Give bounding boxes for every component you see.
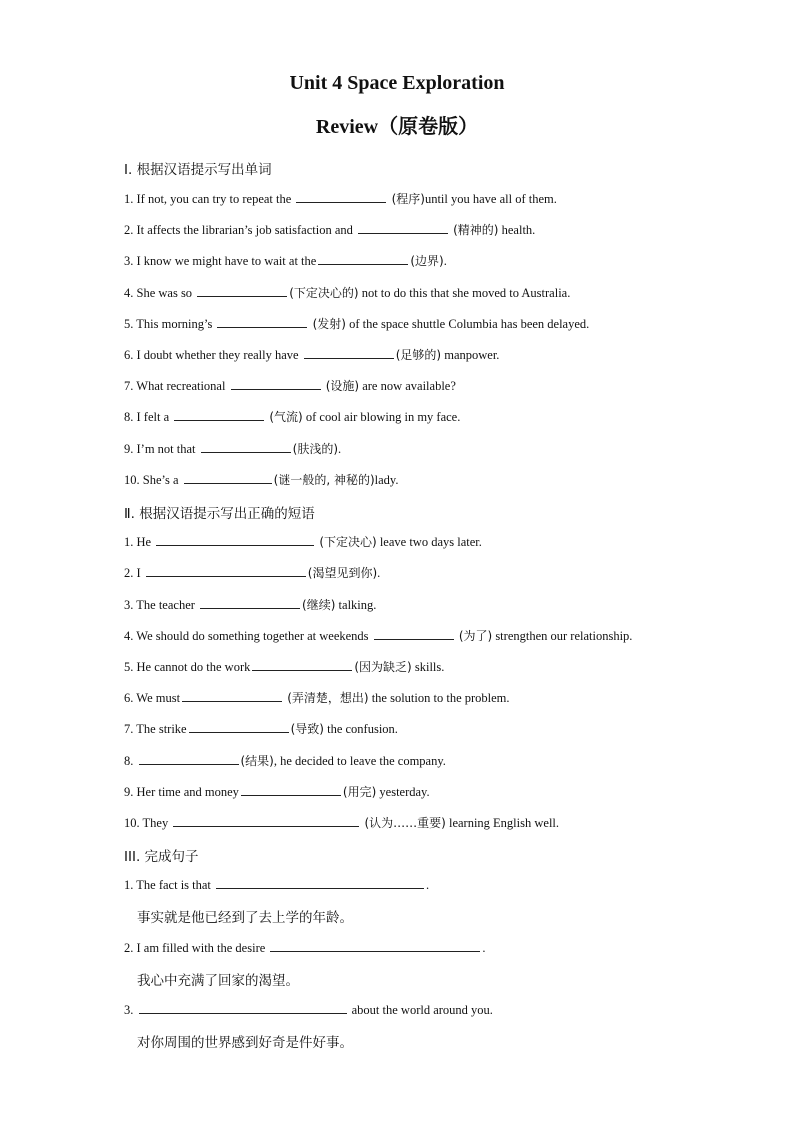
page-title: Unit 4 Space Exploration — [289, 72, 505, 94]
answer-blank[interactable] — [197, 284, 287, 297]
s1-question-4: 4. She was so (下定决心的) not to do this that she moved to Australia. — [124, 286, 571, 300]
s2-question-10: 10. They (认为……重要) learning English well. — [124, 816, 560, 830]
s1-question-5: 5. This morning’s (发射) of the space shuttle Columbia has been delayed. — [124, 317, 590, 331]
s1-question-7: 7. What recreational (设施) are now available? — [124, 379, 456, 393]
answer-blank[interactable] — [241, 783, 341, 796]
page-subtitle: Review（原卷版） — [315, 116, 479, 138]
answer-blank[interactable] — [216, 876, 424, 889]
answer-blank[interactable] — [358, 221, 448, 234]
s1-question-3: 3. I know we might have to wait at the (边界). — [124, 254, 447, 268]
answer-blank[interactable] — [146, 564, 306, 577]
answer-blank[interactable] — [201, 440, 291, 453]
section-1-heading: Ⅰ. 根据汉语提示写出单词 — [124, 162, 272, 178]
s2-question-5: 5. He cannot do the work (因为缺乏) skills. — [124, 660, 445, 674]
answer-blank[interactable] — [304, 346, 394, 359]
answer-blank[interactable] — [296, 190, 386, 203]
s2-question-4: 4. We should do something together at weekends (为了) strengthen our relationship. — [124, 629, 633, 643]
answer-blank[interactable] — [374, 627, 454, 640]
answer-blank[interactable] — [139, 1001, 347, 1014]
section-2-heading: Ⅱ. 根据汉语提示写出正确的短语 — [124, 506, 315, 522]
s2-question-8: 8. (结果), he decided to leave the company. — [124, 754, 446, 768]
answer-blank[interactable] — [182, 689, 282, 702]
answer-blank[interactable] — [231, 377, 321, 390]
s1-question-10: 10. She’s a (谜一般的, 神秘的)lady. — [124, 473, 399, 487]
s3-translation-1: 事实就是他已经到了去上学的年龄。 — [137, 910, 353, 926]
s1-question-1: 1. If not, you can try to repeat the (程序)until you have all of them. — [124, 192, 557, 206]
answer-blank[interactable] — [139, 752, 239, 765]
s2-question-7: 7. The strike (导致) the confusion. — [124, 722, 398, 736]
s3-translation-2: 我心中充满了回家的渴望。 — [137, 973, 299, 989]
s1-question-9: 9. I’m not that (肤浅的). — [124, 442, 342, 456]
s2-question-2: 2. I (渴望见到你). — [124, 566, 381, 580]
s3-question-2: 2. I am filled with the desire . — [124, 941, 486, 955]
answer-blank[interactable] — [270, 939, 480, 952]
answer-blank[interactable] — [174, 408, 264, 421]
answer-blank[interactable] — [217, 315, 307, 328]
answer-blank[interactable] — [318, 252, 408, 265]
s3-question-1: 1. The fact is that . — [124, 878, 430, 892]
answer-blank[interactable] — [200, 596, 300, 609]
s2-question-9: 9. Her time and money (用完) yesterday. — [124, 785, 430, 799]
answer-blank[interactable] — [189, 720, 289, 733]
s1-question-2: 2. It affects the librarian’s job satisfaction and (精神的) health. — [124, 223, 536, 237]
answer-blank[interactable] — [173, 814, 359, 827]
s2-question-3: 3. The teacher (继续) talking. — [124, 598, 377, 612]
answer-blank[interactable] — [184, 471, 272, 484]
s2-question-1: 1. He (下定决心) leave two days later. — [124, 535, 482, 549]
section-3-heading: III. 完成句子 — [124, 849, 199, 865]
s1-question-6: 6. I doubt whether they really have (足够的) manpower. — [124, 348, 500, 362]
s2-question-6: 6. We must (弄清楚，想出) the solution to the problem. — [124, 691, 510, 705]
answer-blank[interactable] — [156, 533, 314, 546]
s1-question-8: 8. I felt a (气流) of cool air blowing in my face. — [124, 410, 461, 424]
s3-question-3: 3. about the world around you. — [124, 1003, 493, 1017]
answer-blank[interactable] — [252, 658, 352, 671]
s3-translation-3: 对你周围的世界感到好奇是件好事。 — [137, 1035, 353, 1051]
